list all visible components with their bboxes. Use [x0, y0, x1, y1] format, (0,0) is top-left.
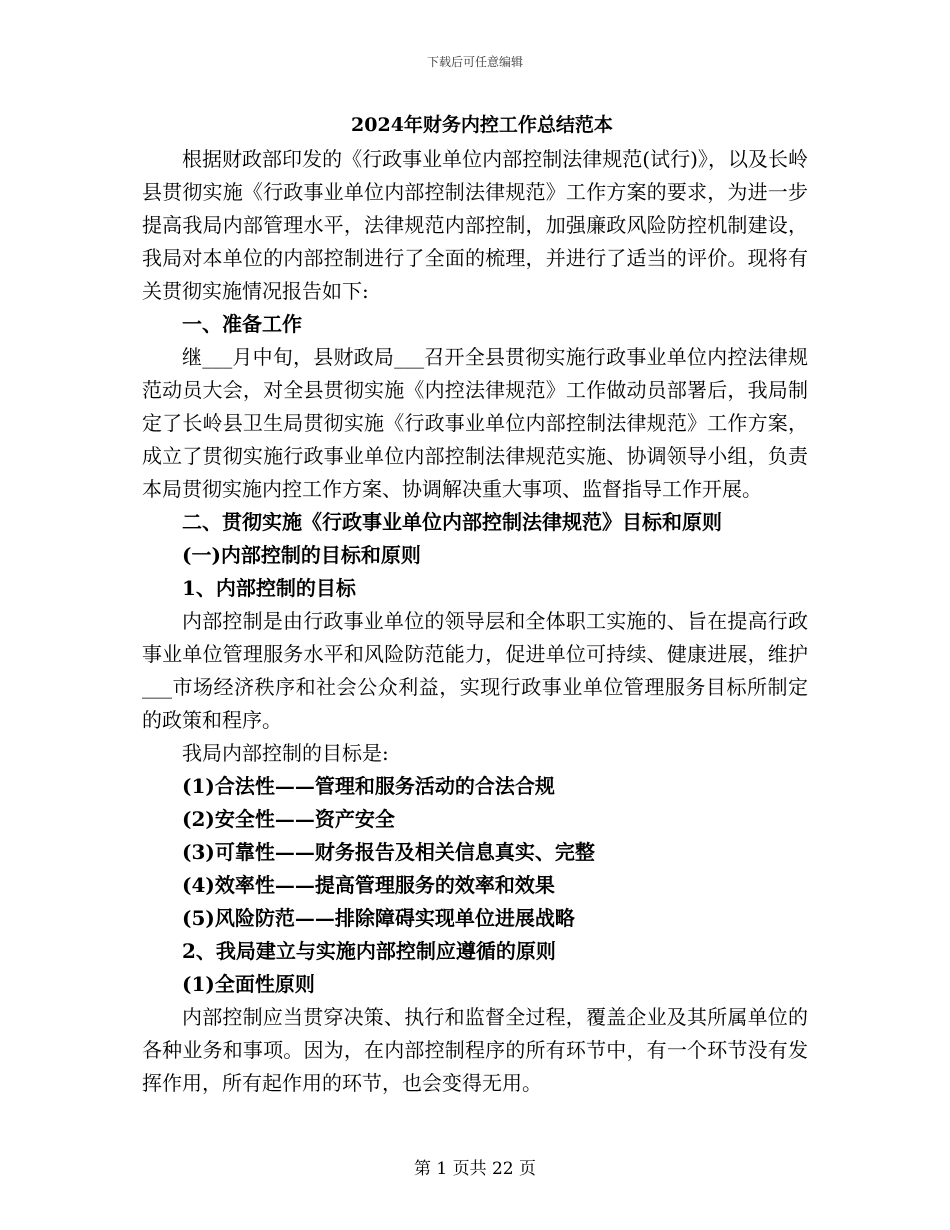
goal-item-safety: (2)安全性——资产安全 — [182, 807, 395, 831]
paragraph-comprehensiveness: 内部控制应当贯穿决策、执行和监督全过程，覆盖企业及其所属单位的各种业务和事项。因为，在内部控制程序的所有环节中，有一个环节没有发挥作用，所有起作用的环节，也会变得无用。 — [142, 1005, 808, 1095]
document-body — [142, 110, 808, 1100]
goal-item-risk-prevention: (5)风险防范——排除障碍实现单位进展战略 — [182, 906, 575, 930]
heading-goals-principles: 二、贯彻实施《行政事业单位内部控制法律规范》目标和原则 — [182, 510, 722, 534]
heading-preparation: 一、准备工作 — [182, 312, 302, 336]
subheading-goals-principles: (一)内部控制的目标和原则 — [182, 543, 421, 567]
page-number: 第 1 页共 22 页 — [413, 1159, 537, 1179]
goal-item-legality: (1)合法性——管理和服务活动的合法合规 — [182, 774, 555, 798]
document-title: 2024年财务内控工作总结范本 — [351, 114, 613, 136]
goal-item-efficiency: (4)效率性——提高管理服务的效率和效果 — [182, 873, 555, 897]
page-header-note: 下载后可任意编辑 — [426, 55, 523, 69]
paragraph-goals-intro: 我局内部控制的目标是: — [182, 741, 389, 765]
paragraph-control-definition: 内部控制是由行政事业单位的领导层和全体职工实施的、旨在提高行政事业单位管理服务水平和风险防范能力，促进单位可持续、健康进展，维护___市场经济秩序和社会公众利益，实现行政事业单位管理服务目标所制定的政策和程序。 — [142, 609, 808, 732]
subheading-principles: 2、我局建立与实施内部控制应遵循的原则 — [182, 939, 556, 963]
paragraph-intro: 根据财政部印发的《行政事业单位内部控制法律规范(试行)》，以及长岭县贯彻实施《行政事业单位内部控制法律规范》工作方案的要求，为进一步提高我局内部管理水平，法律规范内部控制，加强廉政风险防控机制建设，我局对本单位的内部控制进行了全面的梳理，并进行了适当的评价。现将有关贯彻实施情况报告如下: — [142, 147, 808, 303]
principle-item-comprehensiveness: (1)全面性原则 — [182, 972, 315, 996]
paragraph-preparation: 继___月中旬，县财政局___召开全县贯彻实施行政事业单位内控法律规范动员大会，对全县贯彻实施《内控法律规范》工作做动员部署后，我局制定了长岭县卫生局贯彻实施《行政事业单位内部控制法律规范》工作方案，成立了贯彻实施行政事业单位内部控制法律规范实施、协调领导小组，负责本局贯彻实施内控工作方案、协调解决重大事项、监督指导工作开展。 — [142, 345, 808, 501]
subheading-control-goals: 1、内部控制的目标 — [182, 576, 356, 600]
goal-item-reliability: (3)可靠性——财务报告及相关信息真实、完整 — [182, 840, 595, 864]
